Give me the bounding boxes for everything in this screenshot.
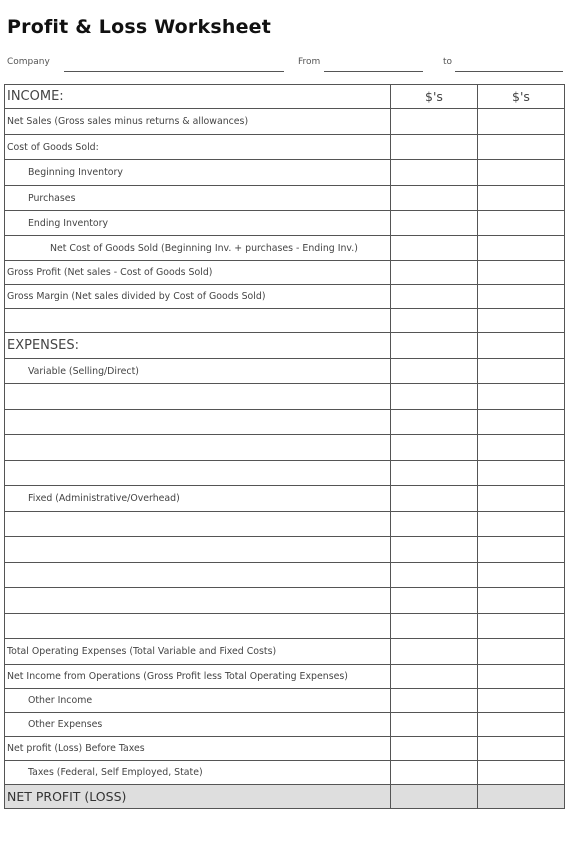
row-label xyxy=(5,384,391,410)
amount-cell[interactable] xyxy=(478,261,565,285)
from-date-field[interactable] xyxy=(324,71,423,72)
table-row xyxy=(5,537,565,563)
amount-cell[interactable] xyxy=(478,614,565,639)
amount-cell[interactable] xyxy=(478,236,565,261)
amount-cell[interactable] xyxy=(391,135,478,160)
amount-cell[interactable] xyxy=(478,785,565,809)
table-row xyxy=(5,309,565,333)
amount-cell[interactable] xyxy=(391,186,478,211)
table-row xyxy=(5,563,565,588)
table-row xyxy=(5,761,565,785)
row-label: Beginning Inventory xyxy=(5,160,391,186)
row-label xyxy=(5,461,391,486)
amount-cell[interactable] xyxy=(478,588,565,614)
page-title: Profit & Loss Worksheet xyxy=(7,16,272,38)
table-row xyxy=(5,512,565,537)
row-label: EXPENSES: xyxy=(5,333,391,359)
column-header: $'s xyxy=(391,85,478,109)
header-fields xyxy=(0,56,567,76)
amount-cell[interactable] xyxy=(478,160,565,186)
amount-cell[interactable] xyxy=(391,211,478,236)
amount-cell[interactable] xyxy=(478,461,565,486)
row-label: Fixed (Administrative/Overhead) xyxy=(5,486,391,512)
table-row xyxy=(5,261,565,285)
amount-cell[interactable] xyxy=(391,435,478,461)
row-label: NET PROFIT (LOSS) xyxy=(5,785,391,809)
amount-cell[interactable] xyxy=(478,537,565,563)
row-label xyxy=(5,512,391,537)
row-label: Net Sales (Gross sales minus returns & allowances) xyxy=(5,109,391,135)
amount-cell[interactable] xyxy=(478,713,565,737)
table-row xyxy=(5,135,565,160)
amount-cell[interactable] xyxy=(478,435,565,461)
amount-cell[interactable] xyxy=(391,160,478,186)
row-label xyxy=(5,588,391,614)
table-row xyxy=(5,236,565,261)
amount-cell[interactable] xyxy=(478,665,565,689)
amount-cell[interactable] xyxy=(478,285,565,309)
table-row xyxy=(5,639,565,665)
amount-cell[interactable] xyxy=(478,109,565,135)
row-label: Purchases xyxy=(5,186,391,211)
row-label: Total Operating Expenses (Total Variable and Fixed Costs) xyxy=(5,639,391,665)
amount-cell[interactable] xyxy=(391,785,478,809)
row-label: INCOME: xyxy=(5,85,391,109)
company-label: Company xyxy=(7,57,50,67)
row-label: Variable (Selling/Direct) xyxy=(5,359,391,384)
amount-cell[interactable] xyxy=(478,186,565,211)
row-label: Net Cost of Goods Sold (Beginning Inv. + purchases - Ending Inv.) xyxy=(5,236,391,261)
net-profit-row xyxy=(5,785,565,809)
amount-cell[interactable] xyxy=(391,713,478,737)
amount-cell[interactable] xyxy=(391,384,478,410)
row-label: Net Income from Operations (Gross Profit less Total Operating Expenses) xyxy=(5,665,391,689)
amount-cell[interactable] xyxy=(478,689,565,713)
worksheet-table xyxy=(4,84,565,809)
table-row xyxy=(5,614,565,639)
amount-cell[interactable] xyxy=(391,333,478,359)
column-header: $'s xyxy=(478,85,565,109)
table-row xyxy=(5,713,565,737)
row-label xyxy=(5,563,391,588)
amount-cell[interactable] xyxy=(391,665,478,689)
amount-cell[interactable] xyxy=(391,563,478,588)
table-row xyxy=(5,109,565,135)
table-row xyxy=(5,333,565,359)
row-label: Other Income xyxy=(5,689,391,713)
table-row xyxy=(5,160,565,186)
row-label: Taxes (Federal, Self Employed, State) xyxy=(5,761,391,785)
amount-cell[interactable] xyxy=(391,737,478,761)
amount-cell[interactable] xyxy=(478,359,565,384)
row-label xyxy=(5,435,391,461)
table-row xyxy=(5,410,565,435)
row-label: Net profit (Loss) Before Taxes xyxy=(5,737,391,761)
table-row xyxy=(5,737,565,761)
amount-cell[interactable] xyxy=(478,384,565,410)
amount-cell[interactable] xyxy=(478,737,565,761)
amount-cell[interactable] xyxy=(391,761,478,785)
amount-cell[interactable] xyxy=(391,359,478,384)
table-row xyxy=(5,689,565,713)
row-label xyxy=(5,309,391,333)
row-label xyxy=(5,410,391,435)
table-row xyxy=(5,285,565,309)
row-label: Ending Inventory xyxy=(5,211,391,236)
amount-cell[interactable] xyxy=(391,261,478,285)
amount-cell[interactable] xyxy=(478,563,565,588)
amount-cell[interactable] xyxy=(391,109,478,135)
from-label: From xyxy=(298,57,321,67)
amount-cell[interactable] xyxy=(391,486,478,512)
amount-cell[interactable] xyxy=(478,211,565,236)
amount-cell[interactable] xyxy=(478,410,565,435)
table-row xyxy=(5,461,565,486)
to-date-field[interactable] xyxy=(455,71,563,72)
amount-cell[interactable] xyxy=(478,512,565,537)
row-label xyxy=(5,614,391,639)
company-field[interactable] xyxy=(64,71,284,72)
amount-cell[interactable] xyxy=(391,461,478,486)
table-row xyxy=(5,211,565,236)
row-label: Gross Profit (Net sales - Cost of Goods Sold) xyxy=(5,261,391,285)
amount-cell[interactable] xyxy=(478,761,565,785)
amount-cell[interactable] xyxy=(478,486,565,512)
amount-cell[interactable] xyxy=(391,537,478,563)
table-row xyxy=(5,665,565,689)
amount-cell[interactable] xyxy=(478,333,565,359)
table-row xyxy=(5,486,565,512)
to-label: to xyxy=(443,57,453,67)
table-row xyxy=(5,588,565,614)
row-label: Other Expenses xyxy=(5,713,391,737)
amount-cell[interactable] xyxy=(391,309,478,333)
table-row xyxy=(5,359,565,384)
table-row xyxy=(5,384,565,410)
table-row xyxy=(5,186,565,211)
amount-cell[interactable] xyxy=(391,512,478,537)
amount-cell[interactable] xyxy=(391,236,478,261)
amount-cell[interactable] xyxy=(478,639,565,665)
table-row xyxy=(5,435,565,461)
row-label xyxy=(5,537,391,563)
amount-cell[interactable] xyxy=(391,689,478,713)
row-label: Cost of Goods Sold: xyxy=(5,135,391,160)
amount-cell[interactable] xyxy=(391,614,478,639)
income-header-row xyxy=(5,85,565,109)
amount-cell[interactable] xyxy=(391,410,478,435)
row-label: Gross Margin (Net sales divided by Cost of Goods Sold) xyxy=(5,285,391,309)
amount-cell[interactable] xyxy=(391,588,478,614)
amount-cell[interactable] xyxy=(391,285,478,309)
amount-cell[interactable] xyxy=(478,309,565,333)
amount-cell[interactable] xyxy=(478,135,565,160)
amount-cell[interactable] xyxy=(391,639,478,665)
